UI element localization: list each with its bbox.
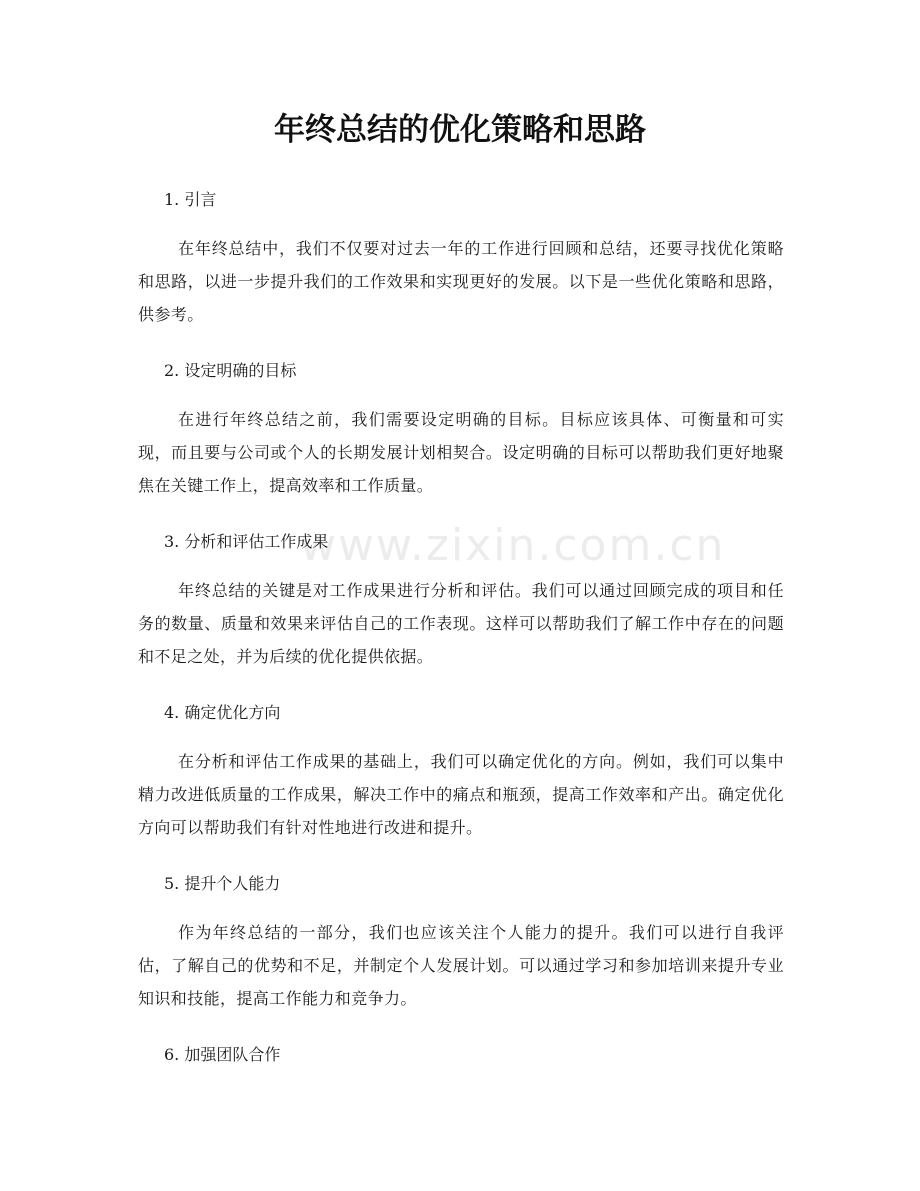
- section-paragraph: 在进行年终总结之前，我们需要设定明确的目标。目标应该具体、可衡量和可实现，而且要与公司或个人的长期发展计划相契合。设定明确的目标可以帮助我们更好地聚焦在关键工作上，提高效率和工作质量。: [138, 410, 784, 495]
- document-title: 年终总结的优化策略和思路: [274, 112, 646, 148]
- section-set-goals: [138, 357, 784, 502]
- section-heading: 2. 设定明确的目标: [164, 361, 297, 380]
- section-heading: 1. 引言: [164, 190, 217, 209]
- section-optimization-direction: [138, 699, 784, 844]
- section-heading: 4. 确定优化方向: [164, 703, 281, 722]
- section-heading: 3. 分析和评估工作成果: [164, 532, 329, 551]
- section-heading: 5. 提升个人能力: [164, 874, 281, 893]
- section-introduction: [138, 186, 784, 331]
- section-paragraph: 在年终总结中，我们不仅要对过去一年的工作进行回顾和总结，还要寻找优化策略和思路，以进一步提升我们的工作效果和实现更好的发展。以下是一些优化策略和思路，供参考。: [138, 239, 784, 324]
- section-paragraph: 年终总结的关键是对工作成果进行分析和评估。我们可以通过回顾完成的项目和任务的数量、质量和效果来评估自己的工作表现。这样可以帮助我们了解工作中存在的问题和不足之处，并为后续的优化提供依据。: [138, 581, 784, 666]
- section-paragraph: 作为年终总结的一部分，我们也应该关注个人能力的提升。我们可以进行自我评估，了解自己的优势和不足，并制定个人发展计划。可以通过学习和参加培训来提升专业知识和技能，提高工作能力和竞争力。: [138, 923, 784, 1008]
- section-heading: 6. 加强团队合作: [164, 1045, 281, 1064]
- section-analyze-results: [138, 528, 784, 673]
- document-body: [138, 186, 784, 1087]
- section-personal-ability: [138, 870, 784, 1015]
- section-teamwork: [138, 1041, 784, 1069]
- watermark: www.zixin.com.cn: [300, 520, 726, 571]
- section-paragraph: 在分析和评估工作成果的基础上，我们可以确定优化的方向。例如，我们可以集中精力改进低质量的工作成果，解决工作中的痛点和瓶颈，提高工作效率和产出。确定优化方向可以帮助我们有针对性地进行改进和提升。: [138, 752, 784, 837]
